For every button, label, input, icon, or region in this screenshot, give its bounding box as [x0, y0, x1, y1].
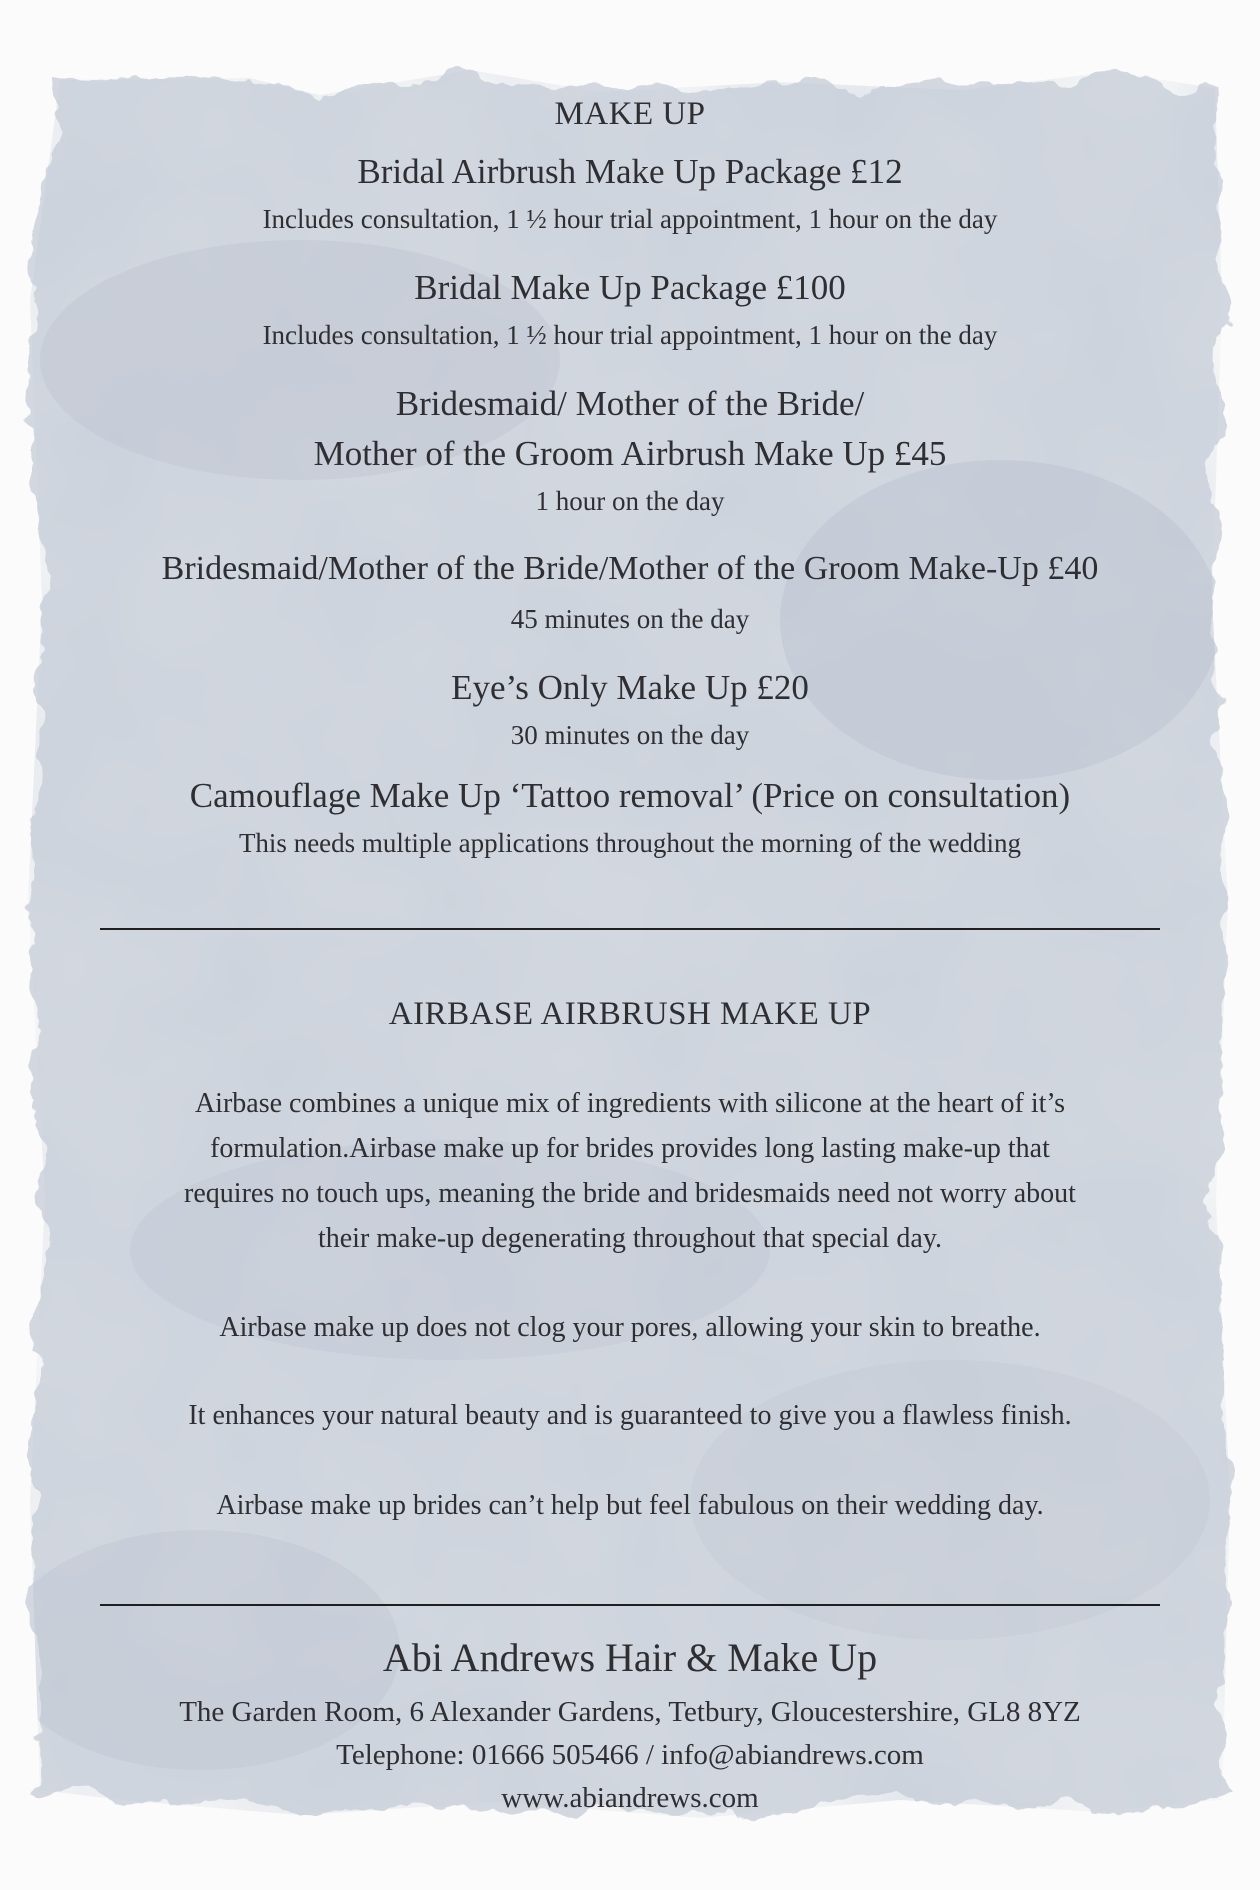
divider-top: [100, 928, 1160, 930]
makeup-section-title: MAKE UP: [554, 96, 706, 132]
footer-brand-name: Abi Andrews Hair & Make Up: [382, 1635, 878, 1680]
airbase-paragraph-1-line-1: Airbase combines a unique mix of ingredients with silicone at the heart of it’s: [194, 1088, 1066, 1119]
item-title-eyes-only: Eye’s Only Make Up £20: [451, 668, 809, 707]
footer-address: The Garden Room, 6 Alexander Gardens, Tetbury, Gloucestershire, GL8 8YZ: [179, 1696, 1081, 1728]
item-title-bridesmaid: Bridesmaid/Mother of the Bride/Mother of the Groom Make-Up £40: [161, 550, 1099, 587]
airbase-section-title: AIRBASE AIRBRUSH MAKE UP: [388, 996, 872, 1032]
item-desc-bridesmaid-airbrush: 1 hour on the day: [535, 486, 725, 516]
item-desc-eyes-only: 30 minutes on the day: [510, 720, 750, 750]
footer-website-link[interactable]: www.abiandrews.com: [501, 1782, 759, 1814]
item-title-bridal-airbrush: Bridal Airbrush Make Up Package £12: [357, 152, 903, 191]
item-title-bridesmaid-airbrush-line1: Bridesmaid/ Mother of the Bride/: [395, 384, 865, 423]
item-desc-bridal: Includes consultation, 1 ½ hour trial appointment, 1 hour on the day: [262, 320, 998, 350]
item-title-bridal: Bridal Make Up Package £100: [414, 268, 846, 307]
airbase-paragraph-3: It enhances your natural beauty and is guaranteed to give you a flawless finish.: [188, 1400, 1072, 1431]
airbase-paragraph-1-line-4: their make-up degenerating throughout that special day.: [317, 1223, 943, 1254]
airbase-paragraph-1-line-3: requires no touch ups, meaning the bride and bridesmaids need not worry about: [184, 1178, 1076, 1209]
airbase-paragraph-4: Airbase make up brides can’t help but feel fabulous on their wedding day.: [216, 1490, 1044, 1521]
item-desc-bridal-airbrush: Includes consultation, 1 ½ hour trial appointment, 1 hour on the day: [262, 204, 998, 234]
divider-bottom: [100, 1604, 1160, 1606]
airbase-paragraph-2: Airbase make up does not clog your pores, allowing your skin to breathe.: [219, 1312, 1041, 1343]
footer-contact-line[interactable]: Telephone: 01666 505466 / info@abiandrews.com: [336, 1739, 924, 1771]
item-desc-camouflage: This needs multiple applications throughout the morning of the wedding: [238, 828, 1022, 858]
airbase-paragraph-1-line-2: formulation.Airbase make up for brides provides long lasting make-up that: [210, 1133, 1050, 1164]
item-title-camouflage: Camouflage Make Up ‘Tattoo removal’ (Price on consultation): [189, 776, 1071, 815]
item-title-bridesmaid-airbrush-line2: Mother of the Groom Airbrush Make Up £45: [313, 434, 947, 473]
item-desc-bridesmaid: 45 minutes on the day: [510, 604, 750, 634]
